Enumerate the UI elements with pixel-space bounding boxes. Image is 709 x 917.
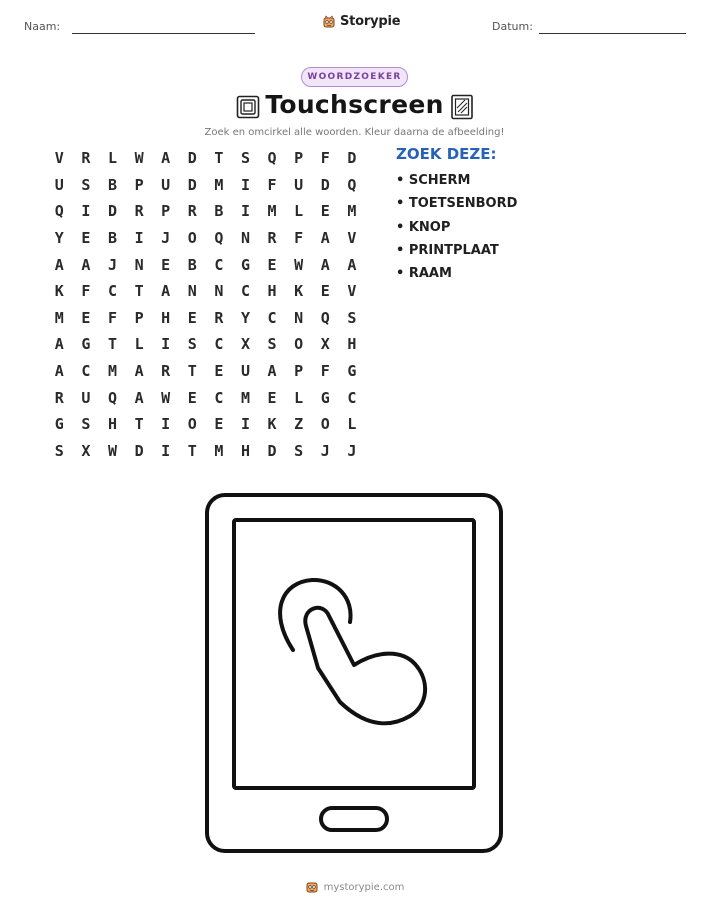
grid-cell[interactable]: A bbox=[161, 282, 171, 301]
grid-cell[interactable]: W bbox=[134, 149, 144, 168]
grid-cell[interactable]: A bbox=[134, 362, 144, 381]
grid-cell[interactable]: Y bbox=[240, 308, 250, 327]
grid-cell[interactable]: A bbox=[347, 255, 357, 274]
grid-cell[interactable]: A bbox=[134, 388, 144, 407]
grid-cell[interactable]: S bbox=[347, 308, 357, 327]
window-icon bbox=[450, 94, 474, 120]
grid-cell[interactable]: P bbox=[294, 362, 304, 381]
grid-cell[interactable]: A bbox=[54, 255, 64, 274]
grid-cell[interactable]: X bbox=[320, 335, 330, 354]
grid-cell[interactable]: D bbox=[187, 175, 197, 194]
grid-cell[interactable]: N bbox=[294, 308, 304, 327]
grid-cell[interactable]: P bbox=[294, 149, 304, 168]
date-label: Datum: bbox=[492, 20, 533, 33]
grid-cell[interactable]: N bbox=[240, 229, 250, 248]
grid-cell[interactable]: M bbox=[240, 388, 250, 407]
grid-cell[interactable]: T bbox=[107, 335, 117, 354]
grid-cell[interactable]: F bbox=[81, 282, 91, 301]
grid-cell[interactable]: N bbox=[214, 282, 224, 301]
name-label: Naam: bbox=[24, 20, 61, 33]
grid-cell[interactable]: I bbox=[134, 229, 144, 248]
storypie-logo-icon bbox=[322, 15, 336, 29]
grid-cell[interactable]: S bbox=[294, 441, 304, 460]
grid-cell[interactable]: G bbox=[347, 362, 357, 381]
grid-cell[interactable]: C bbox=[81, 362, 91, 381]
grid-cell[interactable]: L bbox=[134, 335, 144, 354]
grid-cell[interactable]: L bbox=[347, 415, 357, 434]
grid-cell[interactable]: E bbox=[214, 415, 224, 434]
grid-cell[interactable]: L bbox=[294, 388, 304, 407]
grid-cell[interactable]: T bbox=[134, 415, 144, 434]
grid-cell[interactable]: R bbox=[187, 202, 197, 221]
page-title: Touchscreen bbox=[265, 90, 444, 119]
grid-cell[interactable]: H bbox=[240, 441, 250, 460]
grid-cell[interactable]: O bbox=[320, 415, 330, 434]
grid-cell[interactable]: V bbox=[54, 149, 64, 168]
word-item: • KNOP bbox=[396, 219, 451, 235]
grid-cell[interactable]: I bbox=[240, 202, 250, 221]
grid-cell[interactable]: G bbox=[81, 335, 91, 354]
grid-cell[interactable]: D bbox=[134, 441, 144, 460]
grid-cell[interactable]: G bbox=[320, 388, 330, 407]
grid-cell[interactable]: J bbox=[320, 441, 330, 460]
word-item: • PRINTPLAAT bbox=[396, 242, 499, 258]
word-item: • SCHERM bbox=[396, 173, 471, 188]
grid-cell[interactable]: P bbox=[134, 175, 144, 194]
grid-cell[interactable]: K bbox=[294, 282, 304, 301]
grid-cell[interactable]: R bbox=[267, 229, 277, 248]
grid-cell[interactable]: H bbox=[347, 335, 357, 354]
word-list bbox=[396, 172, 517, 288]
grid-cell[interactable]: Q bbox=[214, 229, 224, 248]
brand-logo bbox=[322, 14, 400, 29]
grid-cell[interactable]: T bbox=[187, 362, 197, 381]
grid-cell[interactable]: P bbox=[134, 308, 144, 327]
grid-cell[interactable]: E bbox=[267, 255, 277, 274]
grid-cell[interactable]: D bbox=[107, 202, 117, 221]
grid-cell[interactable]: F bbox=[107, 308, 117, 327]
grid-cell[interactable]: E bbox=[214, 362, 224, 381]
grid-cell[interactable]: D bbox=[347, 149, 357, 168]
grid-cell[interactable]: S bbox=[187, 335, 197, 354]
grid-cell[interactable]: T bbox=[214, 149, 224, 168]
grid-cell[interactable]: J bbox=[107, 255, 117, 274]
grid-cell[interactable]: I bbox=[240, 415, 250, 434]
grid-cell[interactable]: D bbox=[320, 175, 330, 194]
grid-cell[interactable]: T bbox=[187, 441, 197, 460]
grid-cell[interactable]: X bbox=[81, 441, 91, 460]
grid-cell[interactable]: B bbox=[187, 255, 197, 274]
word-list-heading: ZOEK DEZE: bbox=[396, 145, 497, 163]
grid-cell[interactable]: V bbox=[347, 229, 357, 248]
grid-cell[interactable]: U bbox=[161, 175, 171, 194]
grid-cell[interactable]: E bbox=[187, 388, 197, 407]
grid-cell[interactable]: L bbox=[294, 202, 304, 221]
grid-cell[interactable]: W bbox=[294, 255, 304, 274]
grid-cell[interactable]: A bbox=[267, 362, 277, 381]
grid-cell[interactable]: R bbox=[161, 362, 171, 381]
grid-cell[interactable]: C bbox=[107, 282, 117, 301]
grid-cell[interactable]: Q bbox=[347, 175, 357, 194]
grid-cell[interactable]: A bbox=[81, 255, 91, 274]
grid-cell[interactable]: H bbox=[267, 282, 277, 301]
grid-cell[interactable]: M bbox=[54, 308, 64, 327]
grid-cell[interactable]: Q bbox=[320, 308, 330, 327]
grid-cell[interactable]: A bbox=[161, 149, 171, 168]
grid-cell[interactable]: C bbox=[240, 282, 250, 301]
grid-cell[interactable]: H bbox=[161, 308, 171, 327]
grid-cell[interactable]: Q bbox=[107, 388, 117, 407]
storypie-logo-icon bbox=[305, 880, 319, 894]
grid-cell[interactable]: N bbox=[134, 255, 144, 274]
footer bbox=[0, 880, 709, 894]
grid-cell[interactable]: M bbox=[214, 441, 224, 460]
grid-cell[interactable]: I bbox=[240, 175, 250, 194]
instructions: Zoek en omcirkel alle woorden. Kleur daarna de afbeelding! bbox=[204, 127, 505, 138]
grid-cell[interactable]: M bbox=[214, 175, 224, 194]
grid-cell[interactable]: C bbox=[214, 388, 224, 407]
grid-cell[interactable]: C bbox=[214, 255, 224, 274]
grid-cell[interactable]: S bbox=[81, 415, 91, 434]
grid-cell[interactable]: W bbox=[161, 388, 171, 407]
letter-grid bbox=[46, 145, 365, 464]
brand-name: Storypie bbox=[340, 14, 401, 29]
grid-cell[interactable]: R bbox=[134, 202, 144, 221]
word-item: • RAAM bbox=[396, 266, 452, 282]
grid-cell[interactable]: Z bbox=[294, 415, 304, 434]
grid-cell[interactable]: C bbox=[347, 388, 357, 407]
grid-cell[interactable]: O bbox=[187, 415, 197, 434]
grid-cell[interactable]: F bbox=[267, 175, 277, 194]
grid-cell[interactable]: X bbox=[240, 335, 250, 354]
grid-cell[interactable]: B bbox=[107, 175, 117, 194]
tablet-touch-illustration bbox=[200, 490, 510, 858]
grid-cell[interactable]: O bbox=[294, 335, 304, 354]
grid-cell[interactable]: A bbox=[320, 229, 330, 248]
grid-cell[interactable]: E bbox=[81, 229, 91, 248]
grid-cell[interactable]: C bbox=[267, 308, 277, 327]
grid-cell[interactable]: D bbox=[187, 149, 197, 168]
date-line bbox=[539, 33, 686, 34]
grid-cell[interactable]: B bbox=[107, 229, 117, 248]
grid-cell[interactable]: S bbox=[240, 149, 250, 168]
grid-cell[interactable]: M bbox=[267, 202, 277, 221]
grid-cell[interactable]: A bbox=[320, 255, 330, 274]
grid-cell[interactable]: F bbox=[320, 149, 330, 168]
grid-cell[interactable]: G bbox=[54, 415, 64, 434]
grid-cell[interactable]: Q bbox=[267, 149, 277, 168]
grid-cell[interactable]: M bbox=[107, 362, 117, 381]
puzzle-type-badge: WOORDZOEKER bbox=[301, 67, 408, 87]
grid-cell[interactable]: F bbox=[294, 229, 304, 248]
grid-cell[interactable]: L bbox=[107, 149, 117, 168]
grid-cell[interactable]: P bbox=[161, 202, 171, 221]
grid-cell[interactable]: A bbox=[54, 335, 64, 354]
grid-cell[interactable]: E bbox=[320, 282, 330, 301]
grid-cell[interactable]: V bbox=[347, 282, 357, 301]
grid-cell[interactable]: S bbox=[54, 441, 64, 460]
grid-cell[interactable]: O bbox=[187, 229, 197, 248]
grid-cell[interactable]: G bbox=[240, 255, 250, 274]
grid-cell[interactable]: E bbox=[187, 308, 197, 327]
word-item: • TOETSENBORD bbox=[396, 196, 518, 212]
grid-cell[interactable]: C bbox=[214, 335, 224, 354]
name-line bbox=[72, 33, 255, 34]
grid-cell[interactable]: Q bbox=[54, 202, 64, 221]
grid-cell[interactable]: F bbox=[320, 362, 330, 381]
grid-cell[interactable]: E bbox=[267, 388, 277, 407]
grid-cell[interactable]: I bbox=[161, 441, 171, 460]
grid-cell[interactable]: J bbox=[161, 229, 171, 248]
grid-cell[interactable]: E bbox=[320, 202, 330, 221]
grid-cell[interactable]: H bbox=[107, 415, 117, 434]
grid-cell[interactable]: R bbox=[81, 149, 91, 168]
footer-url: mystorypie.com bbox=[323, 881, 405, 893]
grid-cell[interactable]: J bbox=[347, 441, 357, 460]
grid-cell[interactable]: N bbox=[187, 282, 197, 301]
grid-cell[interactable]: U bbox=[81, 388, 91, 407]
grid-cell[interactable]: I bbox=[81, 202, 91, 221]
grid-cell[interactable]: U bbox=[240, 362, 250, 381]
grid-cell[interactable]: E bbox=[81, 308, 91, 327]
grid-cell[interactable]: B bbox=[214, 202, 224, 221]
grid-cell[interactable]: I bbox=[161, 335, 171, 354]
grid-cell[interactable]: M bbox=[347, 202, 357, 221]
grid-cell[interactable]: E bbox=[161, 255, 171, 274]
grid-cell[interactable]: U bbox=[294, 175, 304, 194]
grid-cell[interactable]: U bbox=[54, 175, 64, 194]
grid-cell[interactable]: D bbox=[267, 441, 277, 460]
grid-cell[interactable]: S bbox=[81, 175, 91, 194]
grid-cell[interactable]: K bbox=[267, 415, 277, 434]
grid-cell[interactable]: S bbox=[267, 335, 277, 354]
grid-cell[interactable]: A bbox=[54, 362, 64, 381]
grid-cell[interactable]: K bbox=[54, 282, 64, 301]
grid-cell[interactable]: I bbox=[161, 415, 171, 434]
grid-cell[interactable]: W bbox=[107, 441, 117, 460]
grid-cell[interactable]: T bbox=[134, 282, 144, 301]
grid-cell[interactable]: R bbox=[214, 308, 224, 327]
grid-cell[interactable]: R bbox=[54, 388, 64, 407]
grid-cell[interactable]: Y bbox=[54, 229, 64, 248]
